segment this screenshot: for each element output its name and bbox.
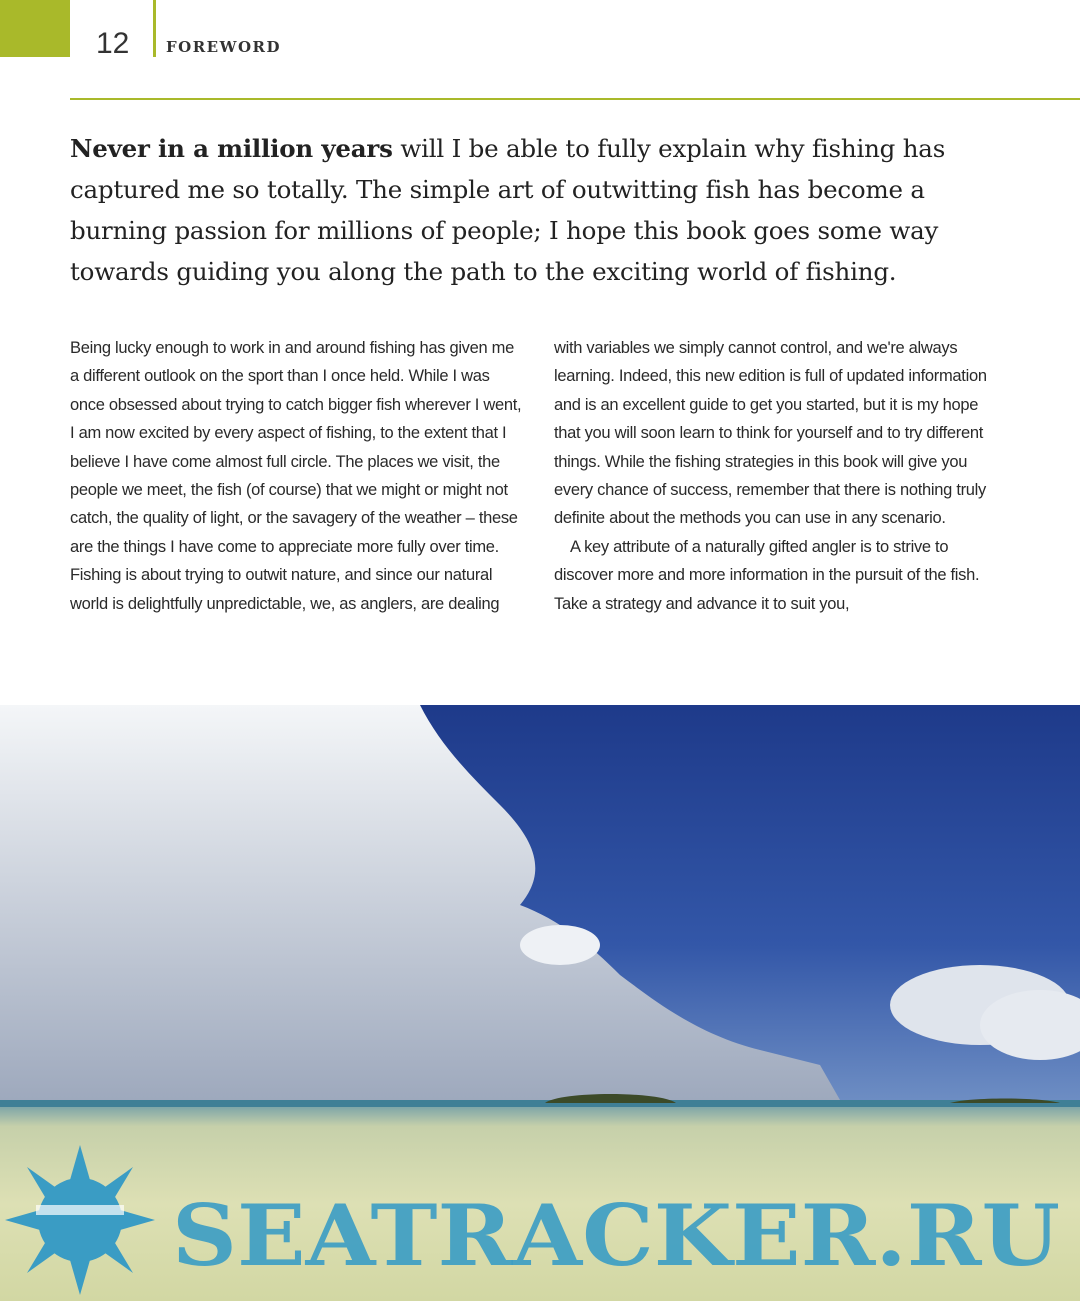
intro-bold-lead: Never in a million years xyxy=(70,134,393,163)
header-divider xyxy=(153,0,156,57)
sea-horizon xyxy=(0,1100,1080,1108)
sun-logo-icon xyxy=(5,1145,155,1295)
page-number: 12 xyxy=(96,27,130,60)
body-paragraph: A key attribute of a naturally gifted angler is to strive to discover more and more information in the pursuit of the fish. Take a strategy and advance it to suit you, xyxy=(554,537,980,613)
header-rule xyxy=(70,98,1080,100)
body-paragraph: Being lucky enough to work in and around fishing has given me a different outlook on the sport than I once held. While I was once obsessed about trying to catch bigger fish wherever I went, I am now excited by every aspect of fishing, to the extent that I believe I have come almost full circle. The places we visit, the people we meet, the fish (of course) that we might or might not catch, the quality of light, or the savagery of the weather – these are the things I have come to appreciate more fully over time. Fishing is about trying to outwit nature, and since our natural world is delightfully unpredictable, we, as anglers, are dealing xyxy=(70,339,522,613)
body-paragraph: with variables we simply cannot control, and we're always learning. Indeed, this new edition is full of updated information and is an excellent guide to get you started, but it is my hope that you will soon learn to think for yourself and to try different things. While the fishing strategies in this book will give you every chance of success, remember that there is nothing truly definite about the methods you can use in any scenario. xyxy=(554,339,987,528)
intro-paragraph xyxy=(70,128,1000,292)
intro-text: will I be able to fully explain why fishing has captured me so totally. The simple art of outwitting fish has become a burning passion for millions of people; I hope this book goes some way towards guiding you along the path to the exciting world of fishing. xyxy=(70,134,946,286)
body-column-left xyxy=(70,334,525,618)
section-title: FOREWORD xyxy=(166,38,282,56)
header-accent-block xyxy=(0,0,70,57)
watermark-text: SEATRACKER.RU xyxy=(172,1186,1060,1285)
body-column-right xyxy=(554,334,994,618)
seascape-photo xyxy=(0,705,1080,1301)
